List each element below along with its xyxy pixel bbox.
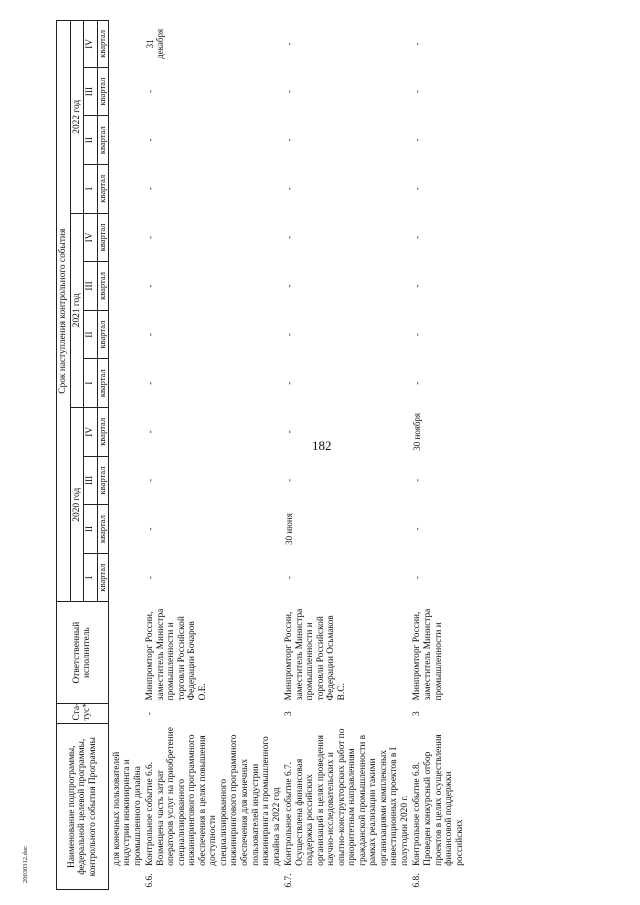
- quarter-deadline: -: [284, 576, 295, 580]
- responsible-executor: Минпромторг России, заместитель Министра промышленности и: [412, 608, 444, 701]
- event-name: Контрольное событие 6.8. Проведен конкурсный отбор проектов в целях осуществления финансовой поддержки российских: [412, 734, 465, 866]
- row-number: 6.6.: [145, 873, 156, 888]
- header-quarter-word: квартал: [97, 213, 108, 262]
- quarter-deadline: -: [145, 576, 156, 580]
- responsible-executor: [108, 602, 144, 703]
- header-quarter-number: I: [84, 164, 98, 213]
- quarter-deadline: -: [284, 381, 295, 385]
- quarter-deadline: -: [145, 430, 156, 434]
- quarter-deadline: -: [284, 90, 295, 94]
- header-quarter-word: квартал: [97, 359, 108, 408]
- row-number: 6.8.: [412, 873, 423, 888]
- quarter-deadline: [108, 67, 144, 116]
- quarter-deadline: 30 июня: [284, 513, 295, 545]
- event-name: для конечных пользователей индустрии инжиниринга и промышленного дизайна: [111, 751, 143, 866]
- event-status: 3: [412, 711, 423, 716]
- quarter-deadline: -: [412, 42, 423, 46]
- quarter-deadline: -: [412, 235, 423, 239]
- quarter-deadline: 30 ноября: [412, 412, 423, 451]
- header-quarter-number: III: [84, 456, 98, 505]
- quarter-deadline: [108, 456, 144, 505]
- quarter-deadline: [108, 262, 144, 311]
- event-status: -: [145, 712, 156, 716]
- table-row: [144, 21, 283, 890]
- quarter-deadline: [108, 359, 144, 408]
- row-number: 6.7.: [284, 873, 295, 888]
- quarter-deadline: -: [412, 478, 423, 482]
- responsible-executor: Минпромторг России, заместитель Министра промышленности и торговли Российской Федерации Бочаров О.Е.: [145, 608, 208, 701]
- quarter-deadline: -: [284, 235, 295, 239]
- quarter-deadline: -: [145, 381, 156, 385]
- header-quarter-number: I: [84, 359, 98, 408]
- header-quarter-word: квартал: [97, 505, 108, 554]
- header-quarter-word: квартал: [97, 262, 108, 311]
- quarter-deadline: -: [145, 187, 156, 191]
- event-status: [108, 703, 144, 724]
- control-events-table: [56, 20, 466, 890]
- table-row: [411, 21, 466, 890]
- quarter-deadline: [108, 553, 144, 602]
- header-deadline: Срок наступления контрольного события: [57, 21, 71, 602]
- quarter-deadline: -: [412, 187, 423, 191]
- quarter-deadline: [108, 164, 144, 213]
- header-quarter-word: квартал: [97, 408, 108, 457]
- responsible-executor: Минпромторг России, заместитель Министра промышленности и торговли Российской Федерации Осьмаков В.С.: [284, 608, 347, 701]
- quarter-deadline: -: [145, 138, 156, 142]
- header-quarter-number: III: [84, 67, 98, 116]
- header-quarter-number: III: [84, 262, 98, 311]
- quarter-deadline: -: [412, 333, 423, 337]
- header-year-2022: 2022 год: [70, 21, 84, 214]
- header-year-2020: 2020 год: [70, 408, 84, 602]
- header-quarter-number: IV: [84, 213, 98, 262]
- quarter-deadline: -: [412, 138, 423, 142]
- quarter-deadline: -: [284, 284, 295, 288]
- header-quarter-number: IV: [84, 408, 98, 457]
- header-quarter-word: квартал: [97, 116, 108, 165]
- quarter-deadline: [108, 21, 144, 68]
- header-quarter-word: квартал: [97, 67, 108, 116]
- header-responsible: Ответственный исполнитель: [57, 602, 109, 703]
- header-quarter-word: квартал: [97, 310, 108, 359]
- quarter-deadline: -: [145, 478, 156, 482]
- event-name: Контрольное событие 6.6. Возмещена часть затрат операторов услуг на приобретение специализированного инжинирингового программного обеспечения в целях повышения доступности специализированного инжинирингового программного обеспечения для конечных пользователей индустрии инжиниринга и промышленного дизайна за 2022 год: [145, 727, 282, 866]
- quarter-deadline: [108, 505, 144, 554]
- quarter-deadline: 31 декабря: [145, 28, 166, 59]
- row-number: [108, 869, 144, 890]
- header-quarter-number: IV: [84, 21, 98, 68]
- quarter-deadline: -: [284, 187, 295, 191]
- header-quarter-number: II: [84, 310, 98, 359]
- quarter-deadline: -: [284, 42, 295, 46]
- quarter-deadline: -: [412, 90, 423, 94]
- document-code: 20030312.doc: [22, 846, 29, 884]
- rotated-page-content: [56, 20, 632, 890]
- table-row: [283, 21, 411, 890]
- quarter-deadline: [108, 408, 144, 457]
- quarter-deadline: -: [284, 138, 295, 142]
- quarter-deadline: -: [412, 284, 423, 288]
- header-quarter-number: I: [84, 553, 98, 602]
- page-number: 182: [312, 438, 332, 453]
- header-quarter-word: квартал: [97, 21, 108, 68]
- header-quarter-number: II: [84, 505, 98, 554]
- quarter-deadline: -: [284, 333, 295, 337]
- header-quarter-word: квартал: [97, 456, 108, 505]
- quarter-deadline: -: [145, 235, 156, 239]
- quarter-deadline: -: [145, 333, 156, 337]
- quarter-deadline: -: [284, 478, 295, 482]
- header-quarter-number: II: [84, 116, 98, 165]
- quarter-deadline: -: [412, 576, 423, 580]
- event-name: Контрольное событие 6.7. Осуществлена финансовая поддержка российских организаций в целях проведения научно-исследовательских и опытно-конструкторских работ по приоритетным направлениям гражданской промышленности в рамках реализации такими организациями комплексных инвестиционных проектов в I полугодии 2020 г.: [284, 728, 410, 866]
- header-quarter-word: квартал: [97, 164, 108, 213]
- header-name: Наименование подпрограммы, федеральной целевой программы, контрольного события Программы: [57, 724, 109, 890]
- quarter-deadline: -: [145, 90, 156, 94]
- quarter-deadline: -: [412, 381, 423, 385]
- quarter-deadline: -: [145, 284, 156, 288]
- header-status: Ста-тус*: [57, 703, 109, 724]
- header-quarter-word: квартал: [97, 553, 108, 602]
- quarter-deadline: -: [145, 527, 156, 531]
- quarter-deadline: [108, 213, 144, 262]
- header-year-2021: 2021 год: [70, 213, 84, 407]
- quarter-deadline: -: [284, 430, 295, 434]
- event-status: 3: [284, 711, 295, 716]
- quarter-deadline: [108, 116, 144, 165]
- table-row: [108, 21, 144, 890]
- quarter-deadline: [108, 310, 144, 359]
- quarter-deadline: -: [412, 527, 423, 531]
